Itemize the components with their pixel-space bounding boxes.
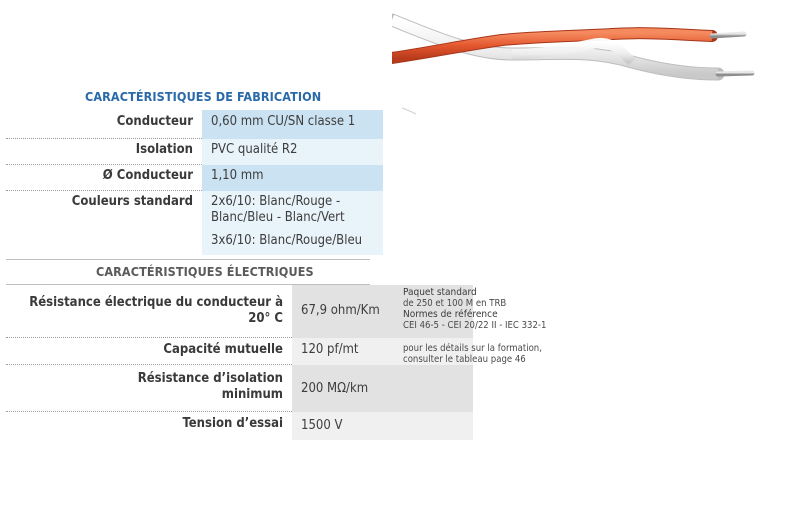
table-row bbox=[6, 191, 383, 255]
note-line: consulter le tableau page 46 bbox=[403, 354, 526, 365]
row-label: Ø Conducteur bbox=[6, 165, 202, 191]
row-label: Résistance électrique du conducteur à 20° C bbox=[6, 285, 292, 338]
table-row bbox=[6, 139, 383, 165]
row-label: Isolation bbox=[6, 139, 202, 165]
row-value bbox=[202, 191, 383, 255]
row-label: Tension d’essai bbox=[182, 416, 283, 431]
row-value: 0,60 mm CU/SN classe 1 bbox=[202, 110, 383, 139]
row-value: 67,9 ohm/Km bbox=[292, 285, 473, 338]
table-row bbox=[6, 412, 473, 441]
paquet-text: de 250 et 100 M en TRB bbox=[403, 298, 507, 309]
table-row bbox=[6, 165, 383, 191]
row-value: 1,10 mm bbox=[202, 165, 383, 191]
row-value: 1500 V bbox=[292, 412, 473, 441]
color-option: 2x6/10: Blanc/Rouge - Blanc/Bleu - Blanc/Vert bbox=[211, 193, 345, 225]
paquet-title: Paquet standard bbox=[403, 287, 477, 298]
table-row bbox=[6, 110, 383, 139]
fabrication-title: CARACTÉRISTIQUES DE FABRICATION bbox=[85, 89, 322, 104]
row-label: Couleurs standard bbox=[71, 194, 193, 209]
row-label: Résistance d’isolation minimum bbox=[6, 365, 292, 412]
side-notes bbox=[403, 287, 546, 365]
row-value: PVC qualité R2 bbox=[202, 139, 383, 165]
normes-title: Normes de référence bbox=[403, 309, 498, 320]
electrical-title: CARACTÉRISTIQUES ÉLECTRIQUES bbox=[96, 264, 314, 279]
color-option: 3x6/10: Blanc/Rouge/Bleu bbox=[211, 232, 363, 248]
fabrication-table bbox=[6, 110, 383, 255]
normes-text: CEI 46-5 - CEI 20/22 II - IEC 332-1 bbox=[403, 320, 547, 331]
table-row bbox=[6, 365, 473, 412]
note-line: pour les détails sur la formation, bbox=[403, 343, 542, 354]
twisted-pair-cable-image bbox=[392, 10, 796, 124]
row-label: Capacité mutuelle bbox=[6, 338, 292, 365]
row-value: 120 pf/mt bbox=[292, 338, 473, 365]
row-value: 200 MΩ/km bbox=[292, 365, 473, 412]
section-divider bbox=[6, 259, 370, 260]
row-label: Conducteur bbox=[6, 110, 202, 139]
